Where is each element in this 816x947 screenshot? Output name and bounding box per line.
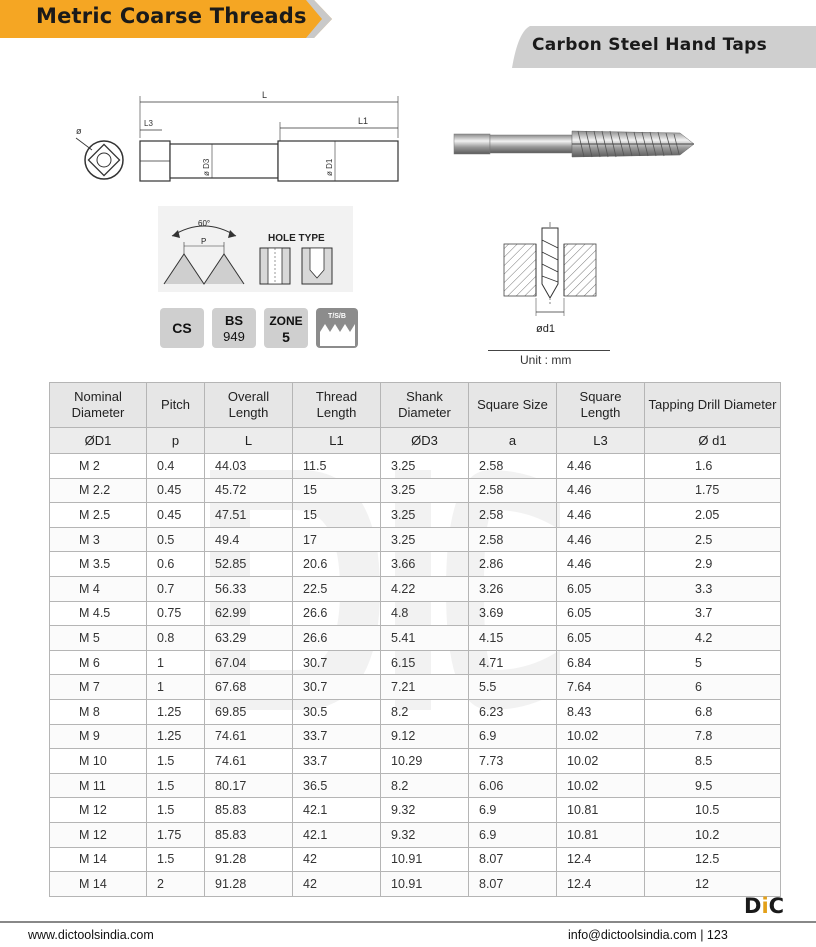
table-row xyxy=(50,822,781,847)
symbol-p: p xyxy=(147,428,205,454)
label-l: L xyxy=(262,90,268,100)
table-cell: 2.86 xyxy=(469,552,557,577)
symbol-drill: Ø d1 xyxy=(645,428,781,454)
table-cell: 5.5 xyxy=(469,675,557,700)
table-row xyxy=(50,650,781,675)
table-cell: 6.05 xyxy=(557,601,645,626)
footer-email-page[interactable]: info@dictoolsindia.com | 123 xyxy=(568,928,728,942)
table-cell: 0.6 xyxy=(147,552,205,577)
table-cell: 0.8 xyxy=(147,626,205,651)
table-cell: 67.04 xyxy=(205,650,293,675)
label-shank: ø D3 xyxy=(202,158,211,176)
table-cell: 10.91 xyxy=(381,872,469,897)
header-tapping-drill-diameter: Tapping Drill Diameter xyxy=(645,383,781,428)
table-cell: 9.32 xyxy=(381,798,469,823)
table-cell: M 4 xyxy=(50,576,147,601)
table-cell: 7.21 xyxy=(381,675,469,700)
table-row xyxy=(50,847,781,872)
table-cell: 1.5 xyxy=(147,847,205,872)
table-cell: 6 xyxy=(645,675,781,700)
label-hole-diameter: ød1 xyxy=(536,323,555,335)
table-cell: M 14 xyxy=(50,872,147,897)
table-cell: 10.5 xyxy=(645,798,781,823)
table-cell: 6.9 xyxy=(469,724,557,749)
table-cell: M 6 xyxy=(50,650,147,675)
table-cell: 4.46 xyxy=(557,552,645,577)
logo-letter-i: i xyxy=(761,894,769,918)
zone-badge-top: ZONE xyxy=(269,314,303,328)
table-cell: M 12 xyxy=(50,822,147,847)
table-cell: 2.58 xyxy=(469,527,557,552)
hole-section-diagram xyxy=(490,220,610,345)
table-cell: 30.7 xyxy=(293,675,381,700)
table-cell: 26.6 xyxy=(293,626,381,651)
table-cell: 45.72 xyxy=(205,478,293,503)
table-cell: M 2.2 xyxy=(50,478,147,503)
table-cell: 49.4 xyxy=(205,527,293,552)
table-cell: M 14 xyxy=(50,847,147,872)
unit-divider xyxy=(488,350,610,351)
table-cell: 15 xyxy=(293,503,381,528)
table-cell: 33.7 xyxy=(293,724,381,749)
table-cell: 4.71 xyxy=(469,650,557,675)
table-cell: 44.03 xyxy=(205,454,293,479)
table-row xyxy=(50,724,781,749)
table-cell: 10.91 xyxy=(381,847,469,872)
table-row xyxy=(50,773,781,798)
header-square-size: Square Size xyxy=(469,383,557,428)
table-cell: 1.75 xyxy=(147,822,205,847)
table-cell: 1.5 xyxy=(147,773,205,798)
table-cell: 3.25 xyxy=(381,454,469,479)
table-cell: 42.1 xyxy=(293,798,381,823)
footer-divider xyxy=(0,921,816,923)
table-cell: 1 xyxy=(147,675,205,700)
table-row xyxy=(50,872,781,897)
table-cell: 5 xyxy=(645,650,781,675)
table-cell: 1 xyxy=(147,650,205,675)
table-cell: 8.2 xyxy=(381,773,469,798)
table-cell: 17 xyxy=(293,527,381,552)
table-cell: 6.84 xyxy=(557,650,645,675)
table-cell: 9.12 xyxy=(381,724,469,749)
table-cell: 47.51 xyxy=(205,503,293,528)
table-cell: 2.5 xyxy=(645,527,781,552)
table-cell: 4.46 xyxy=(557,527,645,552)
table-cell: 5.41 xyxy=(381,626,469,651)
table-cell: 63.29 xyxy=(205,626,293,651)
table-cell: 30.5 xyxy=(293,699,381,724)
table-cell: M 3.5 xyxy=(50,552,147,577)
hole-type-label: HOLE TYPE xyxy=(268,233,325,244)
table-cell: 4.46 xyxy=(557,478,645,503)
table-cell: 0.4 xyxy=(147,454,205,479)
table-cell: 2.05 xyxy=(645,503,781,528)
table-cell: 8.43 xyxy=(557,699,645,724)
table-cell: 10.2 xyxy=(645,822,781,847)
table-cell: 10.81 xyxy=(557,822,645,847)
table-cell: 2.58 xyxy=(469,478,557,503)
header-thread-length: Thread Length xyxy=(293,383,381,428)
table-cell: M 7 xyxy=(50,675,147,700)
logo-letter-c: C xyxy=(768,894,785,918)
table-cell: M 12 xyxy=(50,798,147,823)
table-cell: 3.69 xyxy=(469,601,557,626)
table-cell: 2.58 xyxy=(469,454,557,479)
symbol-d1: ØD1 xyxy=(50,428,147,454)
table-cell: 4.22 xyxy=(381,576,469,601)
table-cell: 62.99 xyxy=(205,601,293,626)
table-cell: 10.02 xyxy=(557,749,645,774)
table-cell: 10.81 xyxy=(557,798,645,823)
table-cell: 1.25 xyxy=(147,699,205,724)
table-cell: 12.5 xyxy=(645,847,781,872)
blind-hole-icon xyxy=(302,248,332,284)
pitch-label: P xyxy=(201,237,207,246)
table-cell: 6.9 xyxy=(469,822,557,847)
table-row xyxy=(50,798,781,823)
table-cell: 4.46 xyxy=(557,454,645,479)
table-cell: 8.2 xyxy=(381,699,469,724)
table-cell: 10.02 xyxy=(557,724,645,749)
table-cell: 6.23 xyxy=(469,699,557,724)
table-row xyxy=(50,527,781,552)
tap-photo xyxy=(450,122,700,167)
table-cell: 0.75 xyxy=(147,601,205,626)
table-cell: 3.25 xyxy=(381,503,469,528)
table-header-row xyxy=(50,383,781,428)
table-cell: 3.25 xyxy=(381,527,469,552)
table-cell: M 10 xyxy=(50,749,147,774)
table-cell: 11.5 xyxy=(293,454,381,479)
table-cell: M 2 xyxy=(50,454,147,479)
table-cell: 30.7 xyxy=(293,650,381,675)
table-cell: M 9 xyxy=(50,724,147,749)
table-cell: 1.5 xyxy=(147,798,205,823)
table-cell: 26.6 xyxy=(293,601,381,626)
table-cell: 12 xyxy=(645,872,781,897)
table-symbol-row xyxy=(50,428,781,454)
table-row xyxy=(50,626,781,651)
table-cell: 0.7 xyxy=(147,576,205,601)
table-cell: 56.33 xyxy=(205,576,293,601)
logo-letter-d: D xyxy=(744,894,762,918)
spec-badges xyxy=(158,206,358,356)
zone-badge-bottom: 5 xyxy=(282,329,290,345)
thread-spec-table xyxy=(49,382,781,897)
table-cell: 80.17 xyxy=(205,773,293,798)
symbol-l: L xyxy=(205,428,293,454)
table-cell: 91.28 xyxy=(205,847,293,872)
table-cell: 4.2 xyxy=(645,626,781,651)
table-cell: 2 xyxy=(147,872,205,897)
table-cell: 6.05 xyxy=(557,576,645,601)
footer-website[interactable]: www.dictoolsindia.com xyxy=(28,928,154,942)
table-cell: 85.83 xyxy=(205,822,293,847)
table-body xyxy=(50,454,781,897)
table-cell: 8.5 xyxy=(645,749,781,774)
header-overall-length: Overall Length xyxy=(205,383,293,428)
material-badge: CS xyxy=(172,320,192,336)
table-cell: M 5 xyxy=(50,626,147,651)
table-cell: 74.61 xyxy=(205,749,293,774)
table-row xyxy=(50,675,781,700)
table-cell: 7.73 xyxy=(469,749,557,774)
symbol-a: a xyxy=(469,428,557,454)
table-cell: M 3 xyxy=(50,527,147,552)
table-cell: 9.5 xyxy=(645,773,781,798)
table-row xyxy=(50,699,781,724)
table-cell: 8.07 xyxy=(469,847,557,872)
table-cell: 12.4 xyxy=(557,847,645,872)
header-pitch: Pitch xyxy=(147,383,205,428)
symbol-l3: L3 xyxy=(557,428,645,454)
table-cell: 36.5 xyxy=(293,773,381,798)
table-cell: 3.26 xyxy=(469,576,557,601)
table-cell: 3.7 xyxy=(645,601,781,626)
unit-label: Unit : mm xyxy=(520,353,572,367)
label-l3: L3 xyxy=(144,119,153,128)
table-cell: 6.8 xyxy=(645,699,781,724)
table-cell: 1.75 xyxy=(645,478,781,503)
table-cell: 1.25 xyxy=(147,724,205,749)
table-cell: 2.9 xyxy=(645,552,781,577)
table-cell: M 2.5 xyxy=(50,503,147,528)
table-cell: 0.5 xyxy=(147,527,205,552)
symbol-d3: ØD3 xyxy=(381,428,469,454)
table-cell: 4.15 xyxy=(469,626,557,651)
standard-badge-top: BS xyxy=(224,313,244,328)
table-cell: M 4.5 xyxy=(50,601,147,626)
header-shank-diameter: Shank Diameter xyxy=(381,383,469,428)
table-cell: 9.32 xyxy=(381,822,469,847)
table-cell: 10.02 xyxy=(557,773,645,798)
table-cell: 22.5 xyxy=(293,576,381,601)
table-row xyxy=(50,552,781,577)
table-cell: 6.9 xyxy=(469,798,557,823)
section-title: Metric Coarse Threads xyxy=(36,4,307,28)
thread-angle: 60° xyxy=(198,219,211,228)
table-cell: 42 xyxy=(293,872,381,897)
tsb-badge: T/S/B xyxy=(328,313,346,320)
table-cell: 12.4 xyxy=(557,872,645,897)
table-row xyxy=(50,576,781,601)
table-row xyxy=(50,749,781,774)
table-cell: 6.15 xyxy=(381,650,469,675)
table-cell: 1.5 xyxy=(147,749,205,774)
through-hole-icon xyxy=(260,248,290,284)
table-cell: 7.8 xyxy=(645,724,781,749)
table-cell: 6.06 xyxy=(469,773,557,798)
label-l1: L1 xyxy=(358,116,369,126)
diameter-symbol: ø xyxy=(76,126,82,136)
table-row xyxy=(50,478,781,503)
table-cell: 10.29 xyxy=(381,749,469,774)
table-cell: 3.66 xyxy=(381,552,469,577)
table-cell: 42 xyxy=(293,847,381,872)
table-cell: 67.68 xyxy=(205,675,293,700)
table-cell: 74.61 xyxy=(205,724,293,749)
table-row xyxy=(50,454,781,479)
table-cell: 15 xyxy=(293,478,381,503)
table-cell: M 8 xyxy=(50,699,147,724)
table-cell: 91.28 xyxy=(205,872,293,897)
header-square-length: Square Length xyxy=(557,383,645,428)
table-cell: 3.3 xyxy=(645,576,781,601)
tap-dimension-diagram xyxy=(62,88,412,198)
table-cell: 4.8 xyxy=(381,601,469,626)
standard-badge-bottom: 949 xyxy=(223,329,245,344)
table-cell: 20.6 xyxy=(293,552,381,577)
table-cell: 8.07 xyxy=(469,872,557,897)
symbol-l1: L1 xyxy=(293,428,381,454)
table-cell: 3.25 xyxy=(381,478,469,503)
table-cell: 52.85 xyxy=(205,552,293,577)
table-cell: 0.45 xyxy=(147,503,205,528)
table-cell: 7.64 xyxy=(557,675,645,700)
table-cell: 42.1 xyxy=(293,822,381,847)
table-cell: 6.05 xyxy=(557,626,645,651)
table-cell: 85.83 xyxy=(205,798,293,823)
table-row xyxy=(50,601,781,626)
table-cell: 69.85 xyxy=(205,699,293,724)
label-nominal: ø D1 xyxy=(325,158,334,176)
table-cell: 1.6 xyxy=(645,454,781,479)
table-cell: 2.58 xyxy=(469,503,557,528)
product-title: Carbon Steel Hand Taps xyxy=(532,35,768,55)
table-row xyxy=(50,503,781,528)
table-cell: 4.46 xyxy=(557,503,645,528)
table-cell: 0.45 xyxy=(147,478,205,503)
header-nominal-diameter: Nominal Diameter xyxy=(50,383,147,428)
table-cell: 33.7 xyxy=(293,749,381,774)
brand-logo xyxy=(744,894,784,918)
table-cell: M 11 xyxy=(50,773,147,798)
